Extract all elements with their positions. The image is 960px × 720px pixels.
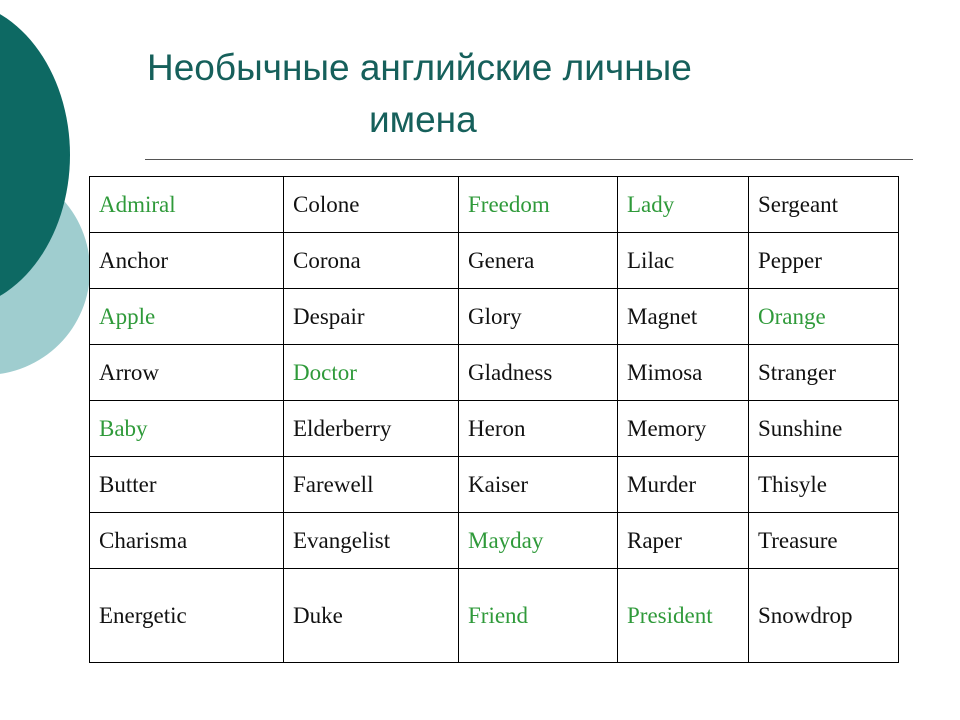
table-row bbox=[90, 233, 899, 289]
name-cell: Charisma bbox=[90, 513, 284, 569]
table-row bbox=[90, 289, 899, 345]
name-cell: Admiral bbox=[90, 177, 284, 233]
name-cell: Stranger bbox=[749, 345, 899, 401]
name-cell: Sunshine bbox=[749, 401, 899, 457]
name-cell: Orange bbox=[749, 289, 899, 345]
name-cell: Arrow bbox=[90, 345, 284, 401]
name-cell: Energetic bbox=[90, 569, 284, 663]
name-cell: Raper bbox=[618, 513, 749, 569]
name-cell: Glory bbox=[459, 289, 618, 345]
name-cell: Sergeant bbox=[749, 177, 899, 233]
name-cell: Friend bbox=[459, 569, 618, 663]
name-cell: Snowdrop bbox=[749, 569, 899, 663]
table-row bbox=[90, 513, 899, 569]
name-cell: Genera bbox=[459, 233, 618, 289]
table-row bbox=[90, 569, 899, 663]
slide-title-line-1: Необычные английские личные bbox=[147, 47, 692, 88]
names-table bbox=[89, 176, 899, 663]
name-cell: Anchor bbox=[90, 233, 284, 289]
name-cell: Corona bbox=[284, 233, 459, 289]
name-cell: Magnet bbox=[618, 289, 749, 345]
name-cell: Baby bbox=[90, 401, 284, 457]
name-cell: Despair bbox=[284, 289, 459, 345]
name-cell: Doctor bbox=[284, 345, 459, 401]
name-cell: Duke bbox=[284, 569, 459, 663]
name-cell: Mayday bbox=[459, 513, 618, 569]
name-cell: President bbox=[618, 569, 749, 663]
name-cell: Murder bbox=[618, 457, 749, 513]
name-cell: Lady bbox=[618, 177, 749, 233]
name-cell: Pepper bbox=[749, 233, 899, 289]
name-cell: Farewell bbox=[284, 457, 459, 513]
table-row bbox=[90, 177, 899, 233]
name-cell: Lilac bbox=[618, 233, 749, 289]
title-divider bbox=[145, 159, 913, 160]
name-cell: Gladness bbox=[459, 345, 618, 401]
table-row bbox=[90, 457, 899, 513]
table-row bbox=[90, 345, 899, 401]
name-cell: Apple bbox=[90, 289, 284, 345]
slide-title-line-2: имена bbox=[369, 99, 477, 140]
name-cell: Evangelist bbox=[284, 513, 459, 569]
name-cell: Mimosa bbox=[618, 345, 749, 401]
name-cell: Butter bbox=[90, 457, 284, 513]
names-table-body bbox=[90, 177, 899, 663]
name-cell: Heron bbox=[459, 401, 618, 457]
name-cell: Kaiser bbox=[459, 457, 618, 513]
table-row bbox=[90, 401, 899, 457]
name-cell: Memory bbox=[618, 401, 749, 457]
name-cell: Colone bbox=[284, 177, 459, 233]
name-cell: Thisyle bbox=[749, 457, 899, 513]
name-cell: Treasure bbox=[749, 513, 899, 569]
name-cell: Elderberry bbox=[284, 401, 459, 457]
name-cell: Freedom bbox=[459, 177, 618, 233]
